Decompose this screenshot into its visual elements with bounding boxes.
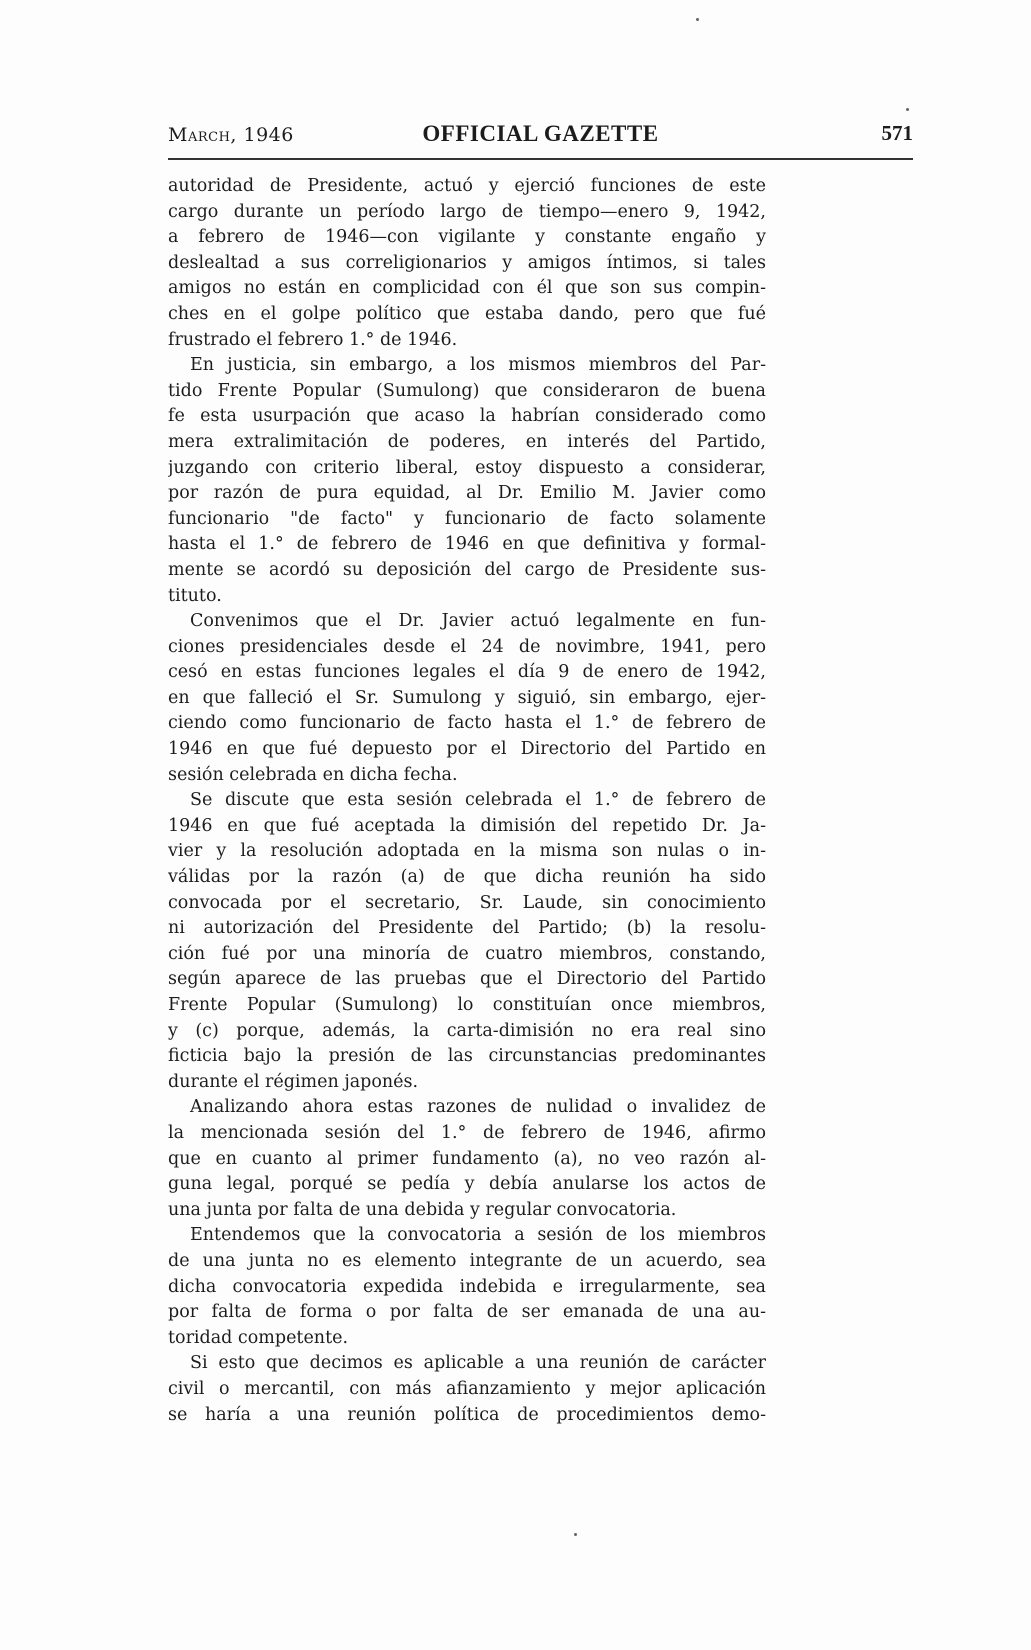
text-line: sesión celebrada en dicha fecha.	[168, 764, 458, 785]
text-line: durante el régimen japonés.	[168, 1071, 419, 1092]
text-line: Convenimos que el Dr. Javier actuó legalmente en fun-	[190, 611, 766, 632]
text-line: según aparece de las pruebas que el Directorio del Partido	[168, 969, 766, 990]
text-line: En justicia, sin embargo, a los mismos miembros del Par-	[190, 355, 766, 376]
text-line: juzgando con criterio liberal, estoy dispuesto a considerar,	[168, 457, 766, 478]
text-line: tido Frente Popular (Sumulong) que consideraron de buena	[168, 380, 766, 401]
text-line: tituto.	[168, 585, 222, 606]
text-line: y (c) porque, además, la carta-dimisión no era real sino	[168, 1020, 766, 1041]
text-line: Entendemos que la convocatoria a sesión de los miembros	[190, 1225, 766, 1246]
text-line: Se discute que esta sesión celebrada el 1.° de febrero de	[190, 790, 766, 811]
text-line: civil o mercantil, con más afianzamiento y mejor aplicación	[168, 1378, 766, 1399]
text-line: vier y la resolución adoptada en la misma son nulas o in-	[168, 841, 766, 862]
text-line: ciones presidenciales desde el 24 de novimbre, 1941, pero	[168, 636, 766, 657]
text-line: se haría a una reunión política de procedimientos demo-	[168, 1404, 766, 1425]
header-page-number: 571	[881, 121, 913, 145]
header-rule	[168, 158, 913, 160]
text-line: 1946 en que fué aceptada la dimisión del repetido Dr. Ja-	[168, 815, 766, 836]
text-line: mente se acordó su deposición del cargo de Presidente sus-	[168, 559, 766, 580]
text-line: que en cuanto al primer fundamento (a), no veo razón al-	[168, 1148, 766, 1169]
text-line: cesó en estas funciones legales el día 9 de enero de 1942,	[168, 662, 766, 683]
text-line: fe esta usurpación que acaso la habrían considerado como	[168, 406, 766, 427]
text-line: dicha convocatoria expedida indebida e irregularmente, sea	[168, 1276, 766, 1297]
text-line: de una junta no es elemento integrante de un acuerdo, sea	[168, 1250, 766, 1271]
text-line: mera extralimitación de poderes, en interés del Partido,	[168, 431, 766, 452]
header-date: March, 1946	[168, 124, 294, 146]
text-line: Si esto que decimos es aplicable a una reunión de carácter	[190, 1353, 766, 1374]
text-line: ni autorización del Presidente del Partido; (b) la resolu-	[168, 918, 766, 939]
text-line: por razón de pura equidad, al Dr. Emilio M. Javier como	[168, 483, 766, 504]
text-line: ción fué por una minoría de cuatro miembros, constando,	[168, 943, 766, 964]
text-line: en que falleció el Sr. Sumulong y siguió, sin embargo, ejer-	[168, 687, 766, 708]
text-line: deslealtad a sus correligionarios y amigos íntimos, si tales	[168, 252, 766, 273]
text-line: toridad competente.	[168, 1327, 349, 1348]
text-line: hasta el 1.° de febrero de 1946 en que definitiva y formal-	[168, 534, 766, 555]
text-line: a febrero de 1946—con vigilante y constante engaño y	[168, 227, 766, 248]
text-line: ficticia bajo la presión de las circunstancias predominantes	[168, 1046, 766, 1067]
header-publication-title: OFFICIAL GAZETTE	[422, 121, 659, 146]
text-line: cargo durante un período largo de tiempo—enero 9, 1942,	[168, 201, 766, 222]
text-line: convocada por el secretario, Sr. Laude, sin conocimiento	[168, 892, 766, 913]
text-line: frustrado el febrero 1.° de 1946.	[168, 329, 458, 350]
scan-speck	[696, 18, 699, 21]
text-line: amigos no están en complicidad con él que son sus compin-	[168, 278, 766, 299]
text-line: 1946 en que fué depuesto por el Directorio del Partido en	[168, 739, 766, 760]
scan-speck	[906, 108, 909, 111]
text-line: Frente Popular (Sumulong) lo constituían once miembros,	[168, 995, 766, 1015]
scan-speck	[574, 1533, 577, 1536]
text-line: válidas por la razón (a) de que dicha reunión ha sido	[168, 867, 766, 888]
text-line: guna legal, porqué se pedía y debía anularse los actos de	[168, 1174, 766, 1195]
text-line: ches en el golpe político que estaba dando, pero que fué	[168, 303, 766, 324]
body-text	[168, 174, 766, 1428]
text-line: ciendo como funcionario de facto hasta el 1.° de febrero de	[168, 713, 766, 734]
page-header	[168, 118, 913, 154]
text-line: por falta de forma o por falta de ser emanada de una au-	[168, 1302, 766, 1323]
text-line: Analizando ahora estas razones de nulidad o invalidez de	[190, 1097, 766, 1118]
text-line: una junta por falta de una debida y regular convocatoria.	[168, 1199, 677, 1220]
text-line: autoridad de Presidente, actuó y ejerció funciones de este	[168, 176, 766, 196]
text-line: la mencionada sesión del 1.° de febrero de 1946, afirmo	[168, 1122, 766, 1143]
text-line: funcionario "de facto" y funcionario de facto solamente	[168, 508, 766, 529]
